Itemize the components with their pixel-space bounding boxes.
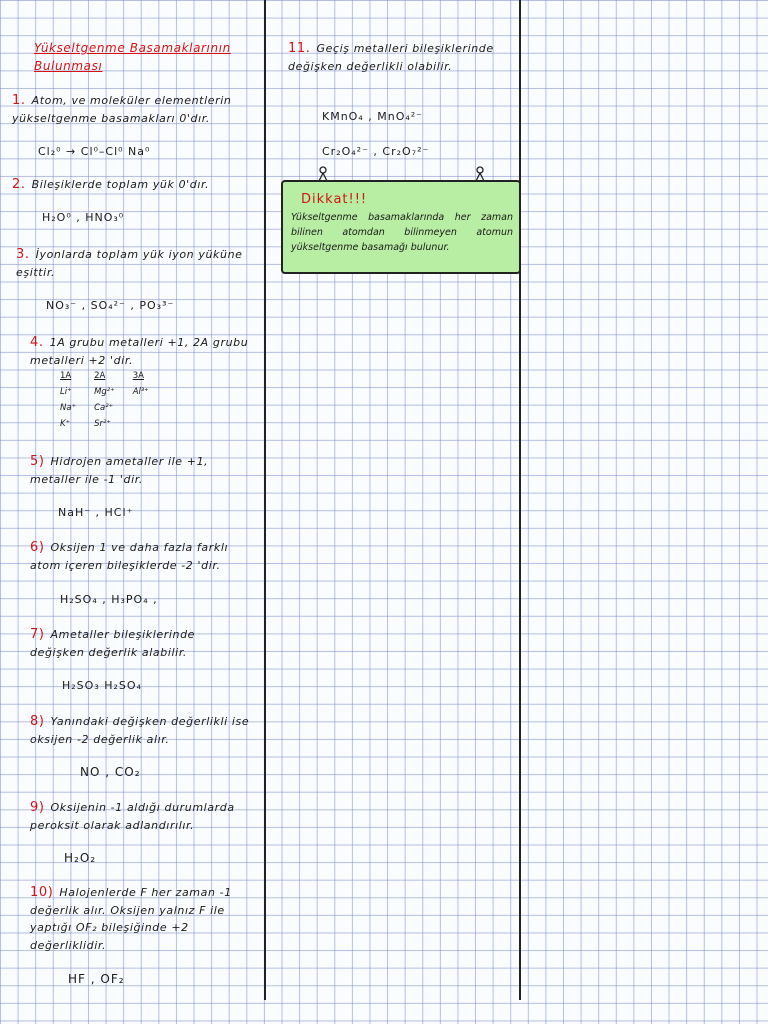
rule-9 (30, 799, 252, 834)
rule-number: 10) (30, 885, 54, 900)
rule-6 (30, 539, 252, 574)
rule-text: Yanındaki değişken değerlikli ise oksijen -2 değerlik alır. (30, 715, 250, 746)
rule-10-example: HF , OF₂ (68, 972, 125, 986)
rule-4 (30, 334, 252, 369)
rule-1 (12, 92, 252, 127)
table-cell: K⁺ (60, 419, 71, 429)
rule-number: 1. (12, 93, 26, 108)
rule-11-example-2: Cr₂O₄²⁻ , Cr₂O₇²⁻ (322, 145, 430, 158)
rule-text: Halojenlerde F her zaman -1 değerlik alır. Oksijen yalnız F ile yaptığı OF₂ bileşiğinde +2 değerliklidir. (30, 886, 232, 952)
table-cell: Li⁺ (60, 387, 72, 397)
rule-number: 3. (16, 247, 30, 262)
rule-number: 7) (30, 627, 45, 642)
rule-1-example: Cl₂⁰ → Cl⁰–Cl⁰ Na⁰ (38, 145, 151, 158)
rule-3-example: NO₃⁻ , SO₄²⁻ , PO₃³⁻ (46, 299, 175, 312)
rule-11-example-1: KMnO₄ , MnO₄²⁻ (322, 110, 423, 123)
rule-2-example: H₂O⁰ , HNO₃⁰ (42, 211, 125, 224)
rule-text: Atom, ve moleküler elementlerin yükseltgenme basamakları 0'dır. (12, 94, 232, 125)
rule-number: 8) (30, 714, 45, 729)
title-line-2: Bulunması (34, 58, 103, 73)
note-text: Yükseltgenme basamaklarında her zaman bilinen atomdan bilinmeyen atomun yükseltgenme basamağı bulunur. (291, 212, 513, 253)
rule-text: İyonlarda toplam yük iyon yüküne eşittir. (16, 248, 243, 279)
table-cell (133, 416, 167, 432)
table-header: 2A (94, 371, 106, 381)
rule-8 (30, 713, 252, 748)
rule-text: Oksijenin -1 aldığı durumlarda peroksit olarak adlandırılır. (30, 801, 235, 832)
rule-3 (16, 246, 252, 281)
rule-8-example: NO , CO₂ (80, 765, 141, 779)
rule-7 (30, 626, 252, 661)
rule-11 (288, 40, 516, 75)
rule-7-example: H₂SO₃ H₂SO₄ (62, 679, 142, 692)
rule-number: 4. (30, 335, 44, 350)
table-cell: Na⁺ (60, 403, 77, 413)
groups-table (60, 368, 167, 432)
rule-number: 6) (30, 540, 45, 555)
table-row (60, 384, 167, 400)
rule-text: Ametaller bileşiklerinde değişken değerlik alabilir. (30, 628, 196, 659)
table-cell: Mg²⁺ (94, 387, 115, 397)
rule-6-example: H₂SO₄ , H₃PO₄ , (60, 593, 158, 606)
table-cell: Al³⁺ (132, 387, 149, 397)
note-heading: Dikkat!!! (301, 192, 368, 207)
table-cell (133, 400, 167, 416)
table-cell: Sr²⁺ (94, 419, 111, 429)
right-margin-line (519, 0, 521, 1000)
title-line-1: Yükseltgenme Basamaklarının (34, 41, 231, 55)
rule-text: 1A grubu metalleri +1, 2A grubu metalleri +2 'dir. (30, 336, 249, 367)
table-header: 3A (132, 371, 144, 381)
rule-10 (30, 884, 252, 954)
rule-number: 5) (30, 454, 45, 469)
table-header: 1A (60, 371, 72, 381)
rule-9-example: H₂O₂ (64, 851, 97, 865)
rule-text: Geçiş metalleri bileşiklerinde değişken değerlikli olabilir. (288, 42, 494, 73)
rule-text: Bileşiklerde toplam yük 0'dır. (31, 178, 210, 191)
table-row (60, 416, 167, 432)
left-margin-line (264, 0, 266, 1000)
rule-2 (12, 176, 252, 194)
rule-number: 9) (30, 800, 45, 815)
rule-5 (30, 453, 252, 488)
table-header-row (60, 368, 167, 384)
rule-text: Oksijen 1 ve daha fazla farklı atom içeren bileşiklerde -2 'dir. (30, 541, 229, 572)
table-cell: Ca²⁺ (94, 403, 114, 413)
attention-note (281, 180, 521, 274)
page-title (34, 40, 249, 75)
rule-text: Hidrojen ametaller ile +1, metaller ile -1 'dir. (30, 455, 209, 486)
rule-number: 11. (288, 41, 311, 56)
rule-5-example: NaH⁻ , HCl⁺ (58, 506, 134, 519)
table-row (60, 400, 167, 416)
rule-number: 2. (12, 177, 26, 192)
